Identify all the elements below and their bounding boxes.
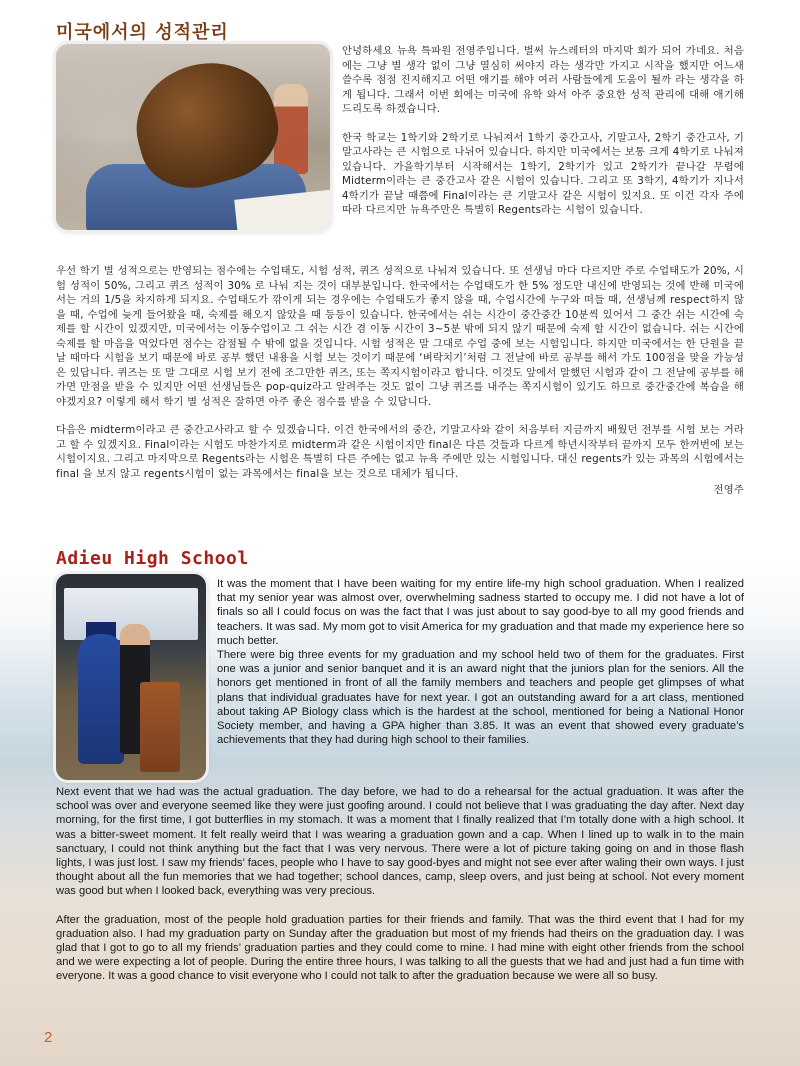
- page-number: 2: [44, 1029, 53, 1046]
- english-body-paragraph: After the graduation, most of the people hold graduation parties for their friends and family. That was the third event that I had for my graduation also. I had my graduation party on Sunday after the graduation but most of my friends had theirs on the graduation day. I was glad that I got to go to all my friends’ graduation parties and they could come to mine. I had mine with eight other friends from the school and we were expecting a lot of people. During the entire three hours, I was talking to all the guests that we had and just had a fun time with everyone. It was a good chance to visit everyone who I could not talk to after the graduation because we were all so busy.: [56, 913, 744, 983]
- english-intro-paragraph: It was the moment that I have been waiting for my entire life-my high school graduation. When I realized that my senior year was almost over, overwhelming sadness started to occupy me. I did not have a lot of finals so all I could focus on was the fact that I was just about to say good-bye to all my good friends and teachers. It was sad. My mom got to visit America for my graduation and that made my experience here so much better.: [217, 578, 744, 647]
- korean-body-paragraph: 다음은 midterm이라고 큰 중간고사라고 할 수 있겠습니다. 이건 한국에서의 중간, 기말고사와 같이 처음부터 지금까지 배웠던 전부를 시험 보는 거라고 할 수 있겠지요. Final이라는 시험도 마찬가지로 midterm과 같은 시험이지만 final은 다른 것들과 다르게 학년시작부터 끝까지 모두 한꺼번에 보는 시험이지요. 그리고 마지막으로 Regents라는 시험은 특별히 다른 주에는 없고 뉴욕 주에만 있는 시험입니다. 대신 regents가 있는 과목의 시험에서는 final 을 보지 않고 regents시험이 없는 과목에서는 final을 보는 것으로 대체가 됩니다.: [56, 424, 744, 480]
- korean-body-paragraph: 우선 학기 별 성적으로는 반영되는 점수에는 수업태도, 시험 성적, 퀴즈 성적으로 나눠져 있습니다. 또 선생님 마다 다르지만 주로 수업태도가 20%, 시험 성적이 50%, 그리고 퀴즈 성적이 30% 로 나눠 지는 것이 대부분입니다. 한국에서는 수업태도가 한 5% 정도만 내신에 반영되는 것에 반해 미국에서는 거의 1/5을 차지하게 되지요. 수업태도가 깎이게 되는 경우에는 수업태도가 좋지 않을 때, 수업시간에 누구와 떠들 때, 선생님께 respect하지 않을 때, 수업에 늦게 들어왔을 때, 숙제를 해오지 않았을 때 등등이 있습니다. 한국에서는 쉬는 시간이 중간중간 10분씩 있어서 그 중간 쉬는 시간에 숙제를 할 시간이 있겠지만, 미국에서는 이동수업이고 그 쉬는 시간 겸 이동 시간이 3~5분 밖에 되지 않기 때문에 숙제 할 시간이 없습니다. 쉬는 시간에 숙제를 할 마음을 먹었다면 점수는 감점될 수 밖에 없을 것입니다. 시험 성적은 말 그대로 수업 중에 보는 시험입니다. 하지만 미국에서는 한 단원을 끝날 때마다 시험을 보기 때문에 바로 공부 했던 내용을 시험 보는 것이기 때문에 ‘벼락치기’처럼 그 전날에 바로 공부를 해서 가도 100점을 맞을 가능성은 있답니다. 퀴즈는 또 말 그대로 시험 보기 전에 조그만한 퀴즈, 또는 쪽지시험이라고 합니다. 이것도 앞에서 말했던 시험과 같이 그 전날에 공부를 해가면 만점을 받을 수 있지만 어떤 선생님들은 pop-quiz라고 알려주는 것도 없이 그냥 퀴즈를 내주는 쪽지시험이 있기도 하므로 중간중간에 복습을 해야겠지요? 이렇게 해서 학기 별 성적은 잘하면 아주 좋은 점수를 받을 수 있답니다.: [56, 265, 744, 408]
- podium-shape: [140, 682, 180, 772]
- korean-intro: [342, 44, 744, 232]
- graduate-gown-shape: [78, 634, 124, 764]
- english-body: [56, 785, 744, 984]
- korean-article-title: 미국에서의 성적관리: [56, 22, 229, 43]
- graduation-photo: [56, 574, 206, 780]
- student-studying-illustration: [56, 44, 330, 230]
- korean-intro-paragraph: 한국 학교는 1학기와 2학기로 나눠져서 1학기 중간고사, 기말고사, 2학기 중간고사, 기말고사라는 큰 시험으로 나뉘어 있습니다. 하지만 미국에서는 보통 크게 4학기로 나눠져 있습니다. 가을학기부터 시작해서는 1학기, 2학기가 있고 2학기가 끝나갈 무렵에 Midterm이라는 큰 중간고사 같은 시험이 있습니다. 그리고 또 3학기, 4학기가 지나서 4학기가 끝날 때쯤에 Final이라는 큰 기말고사 같은 시험이 있지요. 또 이건 각자 주에 따라 다르지만 뉴욕주만은 특별히 Regents라는 시험이 있습니다.: [342, 131, 744, 216]
- background-person-shape: [274, 84, 308, 174]
- english-article-title: Adieu High School: [56, 548, 249, 569]
- author-signature: 전영주: [713, 484, 744, 496]
- english-intro-paragraph: There were big three events for my graduation and my school held two of them for the graduates. First one was a junior and senior banquet and it is an award night that the juniors plan for the seniors. All the honors get mentioned in front of all the family members and teachers and people get glimpses of what plans that individual graduates have for next year. I got an outstanding award for a art class, mentioned about taking AP Biology class which is the hardest at the school, mentioned for being a National Honor Society member, and having a GPA higher than 3.85. It was an event that showed every graduate’s achievements that they had during high school to their families.: [217, 649, 744, 747]
- korean-body: [56, 264, 744, 498]
- english-intro: [217, 577, 744, 747]
- graduation-illustration: [56, 574, 206, 780]
- english-body-paragraph: Next event that we had was the actual graduation. The day before, we had to do a rehearsal for the actual graduation. It was after the school was over and everyone seemed like they were just goofing around. I could not believe that I was graduating the day after. Next day morning, for the first time, I got butterflies in my stomach. It was a moment that I finally realized that I’m totally done with a high school. It was a bitter-sweet moment. It felt really weird that I was wearing a graduation gown and a cap. When I lined up to walk in to the main sanctuary, I could not think anything but the fact that I was very nervous. There were a lot of picture taking going on and in those flash lights, I was just lost. I saw my friends’ faces, people who I have to say good-byes and might not see ever after waling their own ways. I just thought about all the fun memories that we had together; school dances, camp, sleep overs, and just being at school. Not every moment was good but when I looked back, everything was very precious.: [56, 786, 744, 898]
- korean-intro-paragraph: 안녕하세요 뉴욕 특파원 전영주입니다. 벌써 뉴스레터의 마지막 회가 되어 가네요. 처음에는 그냥 별 생각 없이 그냥 열심히 써야지 라는 생각만 가지고 시작을 했지만 어느새 쓸수록 점점 진지해지고 어떤 애기를 해야 여러 사람들에게 도움이 될까 라는 생각을 하게 됩니다. 그래서 이번 회에는 미국에 유학 와서 아주 중요한 성적 관리에 대해 애기해 드리도록 하겠습니다.: [342, 45, 744, 115]
- student-studying-photo: [56, 44, 330, 230]
